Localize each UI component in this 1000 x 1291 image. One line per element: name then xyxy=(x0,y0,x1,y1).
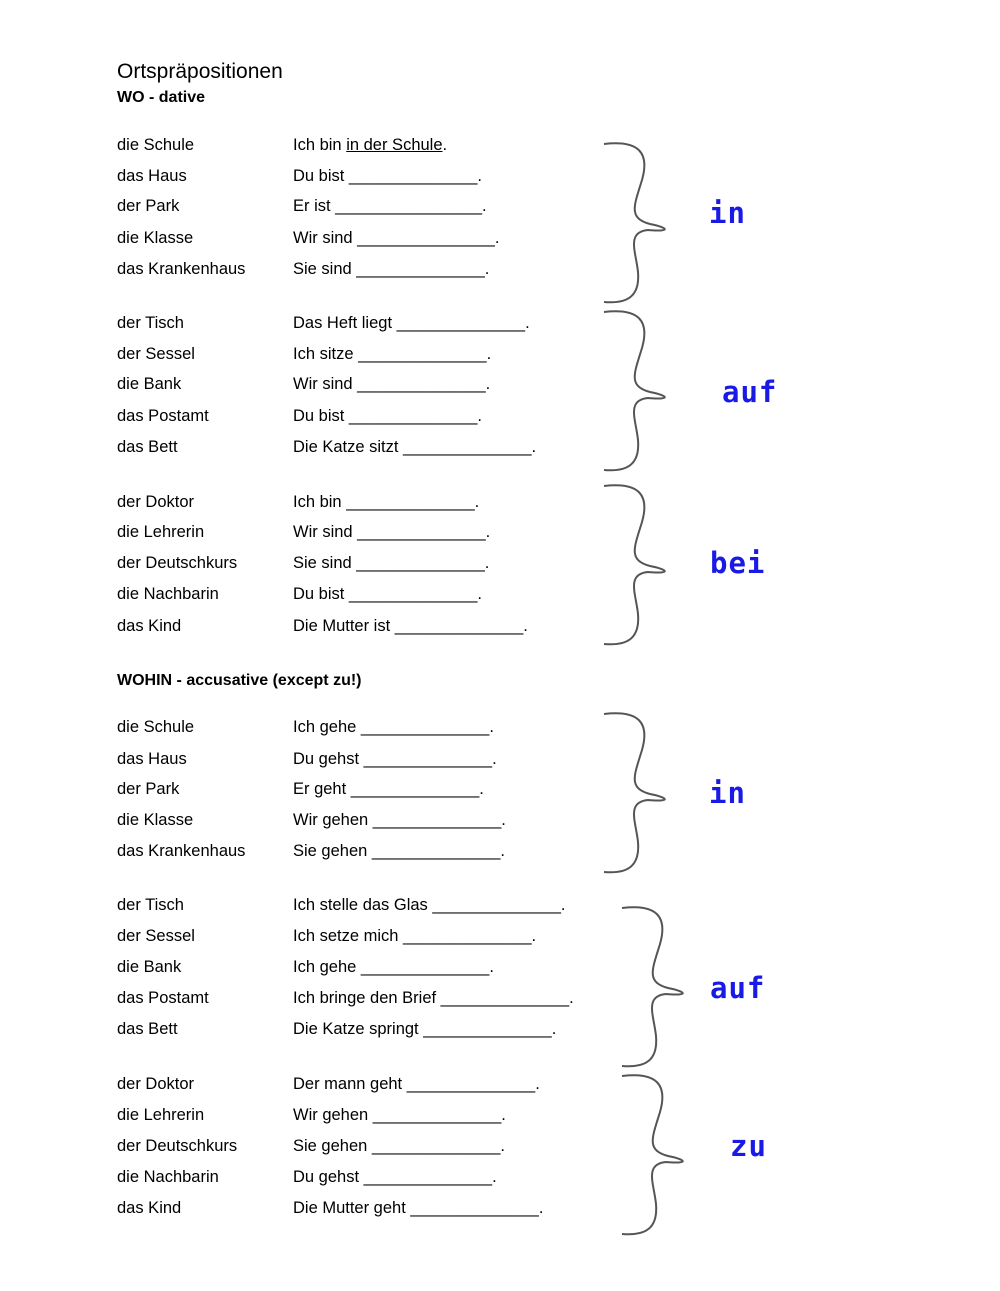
section-heading-wo: WO - dative xyxy=(117,89,206,106)
exercise-row xyxy=(0,136,1000,158)
noun: der Tisch xyxy=(117,314,184,332)
noun: die Bank xyxy=(117,958,182,976)
sentence-start: Ich bin xyxy=(293,136,347,154)
exercise-row xyxy=(0,958,1000,980)
noun: die Nachbarin xyxy=(117,1168,219,1186)
exercise-row xyxy=(0,718,1000,740)
exercise-row xyxy=(0,493,1000,515)
curly-brace xyxy=(598,140,678,306)
exercise-row xyxy=(0,780,1000,802)
sentence-blank[interactable]: Die Katze springt ______________. xyxy=(293,1020,557,1038)
exercise-row xyxy=(0,617,1000,639)
exercise-row xyxy=(0,1020,1000,1042)
sentence-blank[interactable]: Er ist ________________. xyxy=(293,197,487,215)
sentence-blank[interactable]: Wir sind _______________. xyxy=(293,229,500,247)
preposition-label: zu xyxy=(730,1129,767,1163)
noun: das Haus xyxy=(117,167,187,185)
preposition-label: in xyxy=(709,776,746,810)
example-answer: in der Schule xyxy=(346,136,443,154)
noun: die Klasse xyxy=(117,229,194,247)
exercise-row xyxy=(0,407,1000,429)
example-sentence xyxy=(293,136,447,155)
preposition-label: auf xyxy=(710,971,766,1005)
exercise-row xyxy=(0,167,1000,189)
sentence-blank[interactable]: Das Heft liegt ______________. xyxy=(293,314,530,332)
preposition-label: auf xyxy=(722,375,778,409)
sentence-blank[interactable]: Wir gehen ______________. xyxy=(293,811,506,829)
noun: der Deutschkurs xyxy=(117,554,238,572)
noun: das Kind xyxy=(117,1199,182,1217)
noun: das Postamt xyxy=(117,407,209,425)
sentence-blank[interactable]: Du gehst ______________. xyxy=(293,750,497,768)
sentence-blank[interactable]: Sie sind ______________. xyxy=(293,260,490,278)
sentence-blank[interactable]: Die Mutter ist ______________. xyxy=(293,617,528,635)
sentence-blank[interactable]: Ich setze mich ______________. xyxy=(293,927,537,945)
noun: die Nachbarin xyxy=(117,585,219,603)
curly-brace xyxy=(616,1072,696,1238)
sentence-blank[interactable]: Wir sind ______________. xyxy=(293,375,491,393)
noun: die Lehrerin xyxy=(117,523,205,541)
exercise-row xyxy=(0,1199,1000,1221)
exercise-row xyxy=(0,989,1000,1011)
sentence-blank[interactable]: Sie gehen ______________. xyxy=(293,1137,505,1155)
sentence-blank[interactable]: Der mann geht ______________. xyxy=(293,1075,540,1093)
noun: die Schule xyxy=(117,136,195,154)
sentence-blank[interactable]: Ich sitze ______________. xyxy=(293,345,492,363)
exercise-row xyxy=(0,842,1000,864)
sentence-blank[interactable]: Du bist ______________. xyxy=(293,167,482,185)
exercise-row xyxy=(0,1106,1000,1128)
noun: der Doktor xyxy=(117,493,195,511)
noun: das Krankenhaus xyxy=(117,260,246,278)
noun: die Lehrerin xyxy=(117,1106,205,1124)
sentence-blank[interactable]: Du gehst ______________. xyxy=(293,1168,497,1186)
exercise-row xyxy=(0,896,1000,918)
exercise-row xyxy=(0,1137,1000,1159)
noun: der Sessel xyxy=(117,345,195,363)
sentence-blank[interactable]: Sie gehen ______________. xyxy=(293,842,505,860)
preposition-label: in xyxy=(709,196,746,230)
preposition-label: bei xyxy=(710,546,766,580)
exercise-row xyxy=(0,260,1000,282)
exercise-row xyxy=(0,1168,1000,1190)
sentence-blank[interactable]: Wir gehen ______________. xyxy=(293,1106,506,1124)
exercise-row xyxy=(0,523,1000,545)
exercise-row xyxy=(0,811,1000,833)
exercise-row xyxy=(0,314,1000,336)
noun: das Kind xyxy=(117,617,182,635)
exercise-row xyxy=(0,197,1000,219)
exercise-row xyxy=(0,1075,1000,1097)
sentence-blank[interactable]: Ich bringe den Brief ______________. xyxy=(293,989,574,1007)
sentence-blank[interactable]: Er geht ______________. xyxy=(293,780,484,798)
noun: der Doktor xyxy=(117,1075,195,1093)
exercise-row xyxy=(0,375,1000,397)
noun: das Bett xyxy=(117,1020,178,1038)
sentence-blank[interactable]: Du bist ______________. xyxy=(293,585,482,603)
exercise-row xyxy=(0,345,1000,367)
noun: der Park xyxy=(117,780,180,798)
sentence-end: . xyxy=(442,136,448,154)
exercise-row xyxy=(0,554,1000,576)
page-title: Ortspräpositionen xyxy=(117,60,283,83)
section-heading-wohin: WOHIN - accusative (except zu!) xyxy=(117,672,362,689)
noun: das Krankenhaus xyxy=(117,842,246,860)
curly-brace xyxy=(598,308,678,474)
noun: die Schule xyxy=(117,718,195,736)
sentence-blank[interactable]: Wir sind ______________. xyxy=(293,523,491,541)
noun: der Tisch xyxy=(117,896,184,914)
curly-brace xyxy=(598,482,678,648)
sentence-blank[interactable]: Die Katze sitzt ______________. xyxy=(293,438,537,456)
noun: die Klasse xyxy=(117,811,194,829)
curly-brace xyxy=(598,710,678,876)
exercise-row xyxy=(0,750,1000,772)
noun: das Haus xyxy=(117,750,187,768)
sentence-blank[interactable]: Du bist ______________. xyxy=(293,407,482,425)
sentence-blank[interactable]: Ich stelle das Glas ______________. xyxy=(293,896,566,914)
exercise-row xyxy=(0,229,1000,251)
noun: der Park xyxy=(117,197,180,215)
sentence-blank[interactable]: Ich gehe ______________. xyxy=(293,718,494,736)
noun: das Postamt xyxy=(117,989,209,1007)
exercise-row xyxy=(0,438,1000,460)
noun: der Sessel xyxy=(117,927,195,945)
noun: die Bank xyxy=(117,375,182,393)
exercise-row xyxy=(0,585,1000,607)
sentence-blank[interactable]: Ich bin ______________. xyxy=(293,493,480,511)
sentence-blank[interactable]: Sie sind ______________. xyxy=(293,554,490,572)
exercise-row xyxy=(0,927,1000,949)
sentence-blank[interactable]: Ich gehe ______________. xyxy=(293,958,494,976)
noun: der Deutschkurs xyxy=(117,1137,238,1155)
curly-brace xyxy=(616,904,696,1070)
sentence-blank[interactable]: Die Mutter geht ______________. xyxy=(293,1199,544,1217)
noun: das Bett xyxy=(117,438,178,456)
